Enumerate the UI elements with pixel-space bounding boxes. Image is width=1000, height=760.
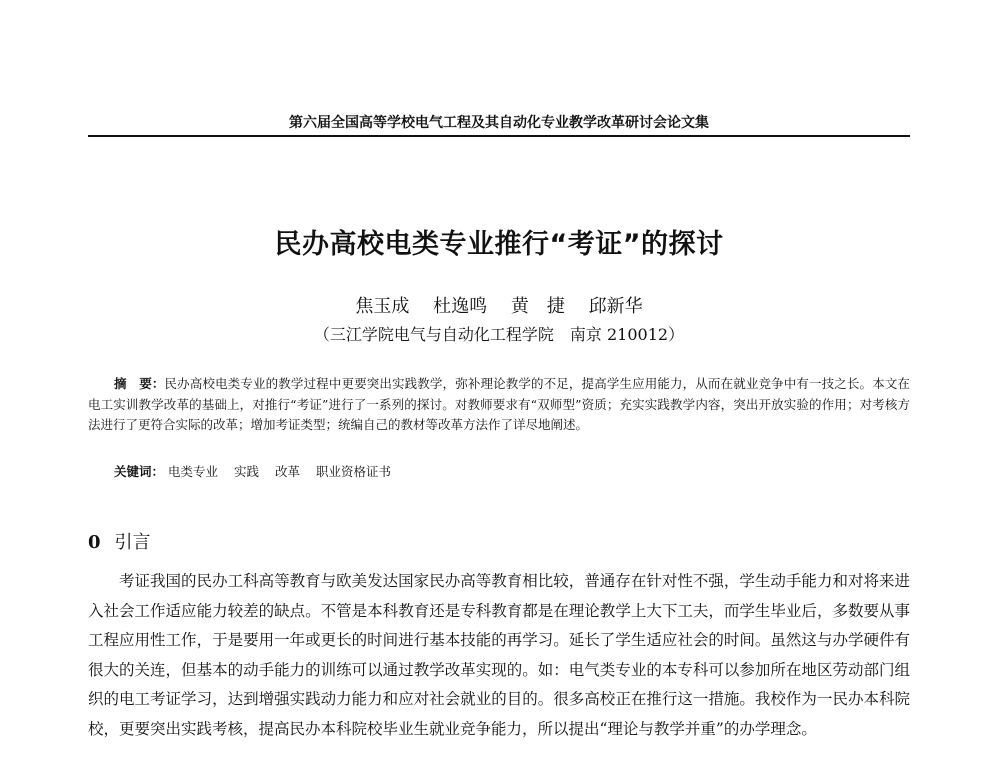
author-list (88, 292, 910, 318)
author-name: 黄 捷 (510, 296, 565, 317)
abstract (88, 374, 910, 436)
keyword: 职业资格证书 (316, 464, 392, 479)
abstract-label: 摘 要： (114, 376, 165, 391)
keyword: 改革 (275, 464, 301, 479)
abstract-text: 民办高校电类专业的教学过程中更要突出实践教学，弥补理论教学的不足，提高学生应用能力，从而在就业竞争中有一技之长。本文在电工实训教学改革的基础上，对推行“考证”进行了一系列的探讨。对教师要求有“双师型”资质；充实实践教学内容，突出开放实验的作用；对考核方法进行了更符合实际的改革；增加考证类型；统编自己的教材等改革方法作了详尽地阐述。 (88, 376, 910, 432)
paper-title: 民办高校电类专业推行“考证”的探讨 (274, 229, 724, 260)
body-paragraph: 考证我国的民办工科高等教育与欧美发达国家民办高等教育相比较，普通存在针对性不强，学生动手能力和对将来进入社会工作适应能力较差的缺点。不管是本科教育还是专科教育都是在理论教学上大下工夫，而学生毕业后，多数要从事工程应用性工作，于是要用一年或更长的时间进行基本技能的再学习。延长了学生适应社会的时间。虽然这与办学硬件有很大的关连，但基本的动手能力的训练可以通过教学改革实现的。如：电气类专业的本专科可以参加所在地区劳动部门组织的电工考证学习，达到增强实践动力能力和应对社会就业的目的。很多高校正在推行这一措施。我校作为一民办本科院校，更要突出实践考核，提高民办本科院校毕业生就业竞争能力，所以提出“理论与教学并重”的办学理念。 (88, 572, 910, 738)
header-rule (88, 135, 910, 137)
keywords-label: 关键词： (114, 464, 165, 479)
author-name: 杜逸鸣 (433, 296, 488, 317)
running-header: 第六届全国高等学校电气工程及其自动化专业教学改革研讨会论文集 (289, 115, 709, 131)
section-number: 0 (88, 532, 101, 553)
affiliation: （三江学院电气与自动化工程学院 南京 210012） (313, 325, 685, 344)
section-title: 引言 (114, 532, 151, 553)
section-heading (88, 528, 151, 554)
keyword: 电类专业 (168, 464, 219, 479)
author-name: 焦玉成 (355, 296, 410, 317)
author-name: 邱新华 (588, 296, 643, 317)
keywords (114, 462, 403, 480)
keyword: 实践 (234, 464, 260, 479)
